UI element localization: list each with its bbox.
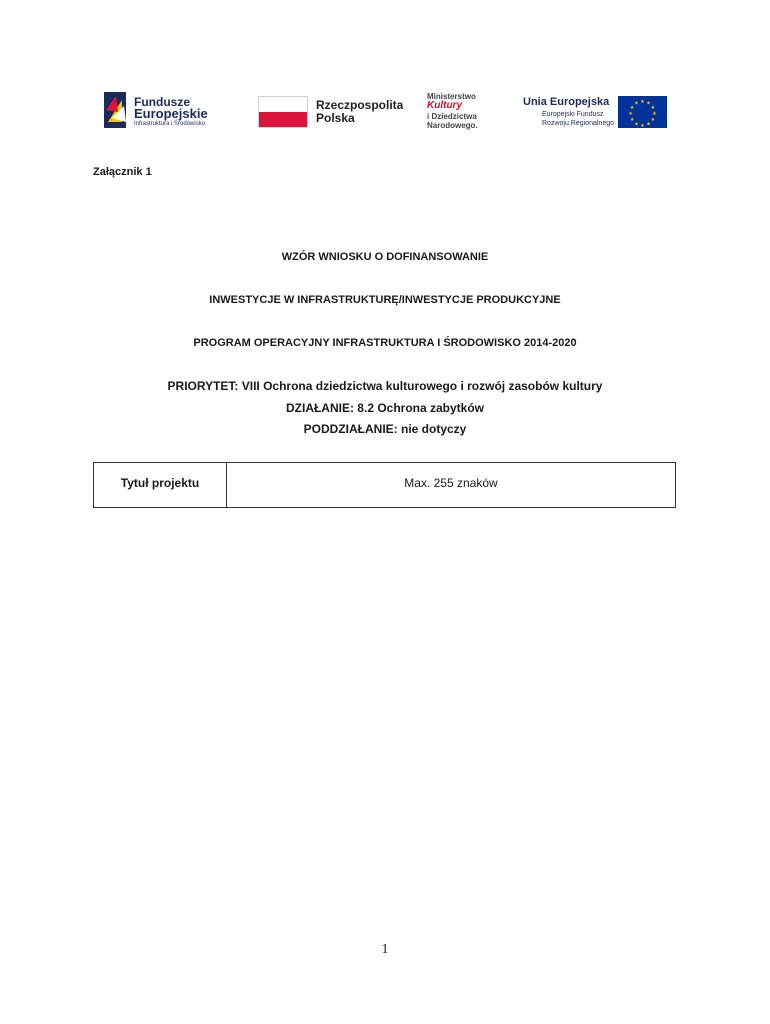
priorytet-line: PRIORYTET: VIII Ochrona dziedzictwa kulturowego i rozwój zasobów kultury [167, 379, 603, 393]
rzeczpospolita-line2: Polska [316, 111, 355, 125]
svg-text:★: ★ [640, 123, 645, 128]
ministerstwo-line1: Ministerstwo [427, 92, 476, 101]
svg-text:★: ★ [628, 111, 633, 117]
project-title-label-cell [94, 463, 227, 507]
svg-text:★: ★ [629, 117, 635, 123]
svg-text:★: ★ [646, 121, 651, 128]
document-subtitle: INWESTYCJE W INFRASTRUKTURĘ/INWESTYCJE PRODUKCYJNE [209, 294, 561, 306]
poddzialanie-line: PODDZIAŁANIE: nie dotyczy [303, 422, 467, 436]
unia-line2: Europejski Fundusz [542, 111, 604, 118]
fundusze-europejskie-emblem-icon [104, 92, 130, 128]
svg-text:★: ★ [652, 111, 657, 117]
poland-flag-icon [258, 96, 308, 128]
fundusze-line2: Europejskie [134, 106, 208, 121]
project-title-value: Max. 255 znaków [404, 476, 498, 490]
ministerstwo-line3: i Dziedzictwa [427, 112, 477, 121]
svg-text:★: ★ [634, 100, 639, 107]
svg-text:★: ★ [629, 105, 635, 111]
ministerstwo-line2: Kultury [427, 100, 462, 111]
document-title: WZÓR WNIOSKU O DOFINANSOWANIE [281, 251, 489, 263]
logo-bar [0, 88, 770, 136]
svg-text:★: ★ [640, 99, 645, 105]
ministerstwo-kultury-logo [427, 88, 497, 136]
fundusze-line3: Infrastruktura i Środowisko [134, 121, 206, 127]
unia-line1: Unia Europejska [523, 96, 610, 108]
dzialanie-line: DZIAŁANIE: 8.2 Ochrona zabytków [285, 401, 485, 415]
project-title-table [93, 462, 676, 508]
eu-flag-icon [618, 96, 667, 128]
fundusze-europejskie-logo [104, 88, 224, 136]
attachment-label: Załącznik 1 [93, 166, 152, 178]
ministerstwo-line4: Narodowego. [427, 121, 478, 130]
fundusze-line1: Fundusze [134, 95, 190, 109]
project-title-label: Tytuł projektu [120, 476, 200, 490]
rzeczpospolita-line1: Rzeczpospolita [316, 98, 404, 112]
svg-text:★: ★ [650, 117, 656, 123]
program-title: PROGRAM OPERACYJNY INFRASTRUKTURA I ŚRODOWISKO 2014-2020 [193, 337, 577, 349]
page-number: 1 [381, 942, 389, 957]
rzeczpospolita-logo [258, 88, 408, 136]
unia-line3: Rozwoju Regionalnego [542, 120, 614, 127]
unia-europejska-logo [520, 88, 670, 136]
svg-text:★: ★ [634, 121, 639, 128]
svg-text:★: ★ [646, 100, 651, 107]
svg-text:★: ★ [650, 105, 656, 111]
